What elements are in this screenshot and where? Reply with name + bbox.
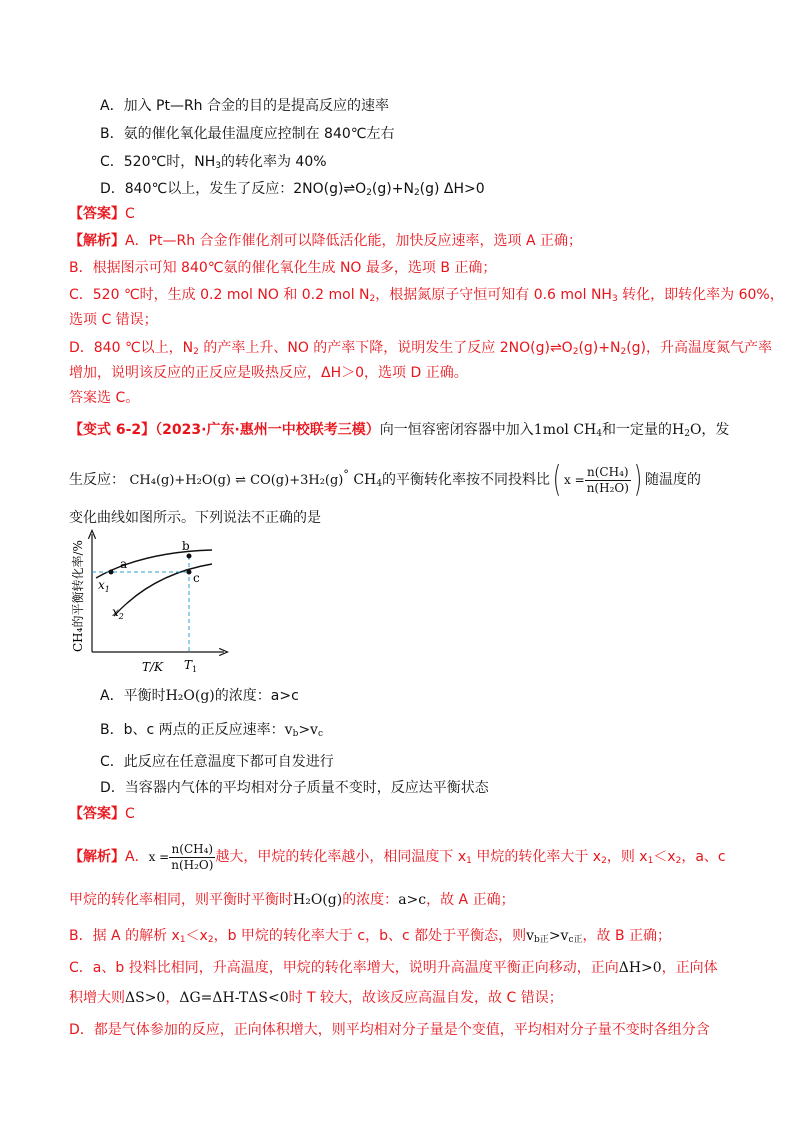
analysis-text: 积增大则 [69, 990, 125, 1006]
analysis-text: C．520 ℃时，生成 0.2 mol NO 和 0.2 mol N [69, 287, 370, 303]
subscript: c正 [568, 935, 583, 945]
x-equals: x = [564, 473, 585, 487]
answer-value: C [125, 206, 135, 222]
formula-h2o: H₂O(g) [293, 892, 343, 908]
subscript: 2 [207, 935, 214, 945]
analysis-1-line-2: B．根据图示可知 840℃氨的催化氧化生成 NO 最多，选项 B 正确； [69, 260, 497, 276]
subscript: 2 [684, 429, 690, 439]
analysis-2-line-3 [69, 926, 671, 946]
option-d-text-mid: (g)+N [371, 181, 414, 197]
question-source: （2023·广东·惠州一中校联考三模） [155, 422, 380, 438]
answer-tag: 【答案】 [69, 206, 125, 222]
subscript: 2 [193, 347, 199, 357]
answer-1 [69, 204, 135, 224]
question-text: 生反应： [69, 472, 125, 488]
question-text: 的平衡转化率按不同投料比 [382, 472, 550, 488]
y-axis-label: CH₄的平衡转化率/% [71, 540, 85, 652]
fraction-numerator: n(CH₄) [585, 465, 631, 481]
formula-text: H [671, 422, 685, 438]
option-b: B．氨的催化氧化最佳温度应控制在 840℃左右 [100, 126, 395, 142]
question-text: ，发 [701, 422, 730, 438]
analysis-text: (g)，升高温度氮气产率 [626, 340, 772, 356]
analysis-text: ，a、c [681, 849, 726, 865]
analysis-tag: 【解析】 [69, 849, 125, 865]
question-text: 向一恒容密闭容器中加入 [379, 422, 534, 438]
option-c [100, 152, 327, 172]
formula-text: O [689, 422, 702, 438]
option-d-text: D．840℃以上，发生了反应：2NO(g)⇌O [100, 181, 367, 197]
analysis-1-line-6: 增加，说明该反应的正反应是吸热反应，ΔH＞0，选项 D 正确。 [69, 365, 468, 381]
analysis-text: B．据 A 的解析 x [69, 928, 180, 944]
x-tick-text: T [184, 658, 193, 672]
analysis-text: C．a、b 投料比相同，升高温度，甲烷的转化率增大，说明升高温度平衡正向移动，正向 [69, 960, 619, 976]
formula-dh: ΔH>0 [618, 960, 662, 976]
analysis-1-line-5 [69, 338, 772, 358]
analysis-text: ， [165, 990, 180, 1006]
subscript: b正 [534, 935, 549, 945]
question-text: 和一定量的 [601, 422, 672, 438]
analysis-1-line-7: 答案选 C。 [69, 390, 140, 406]
point-b [187, 554, 192, 559]
analysis-2-line-2 [69, 890, 515, 910]
formula-h2o: H₂O(g) [165, 688, 215, 704]
answer-tag: 【答案】 [69, 806, 125, 822]
option2-c: C．此反应在任意温度下都可自发进行 [100, 754, 334, 770]
point-b-label: b [182, 539, 190, 553]
option-a: A．加入 Pt—Rh 合金的目的是提高反应的速率 [100, 98, 390, 114]
formula-ds: ΔS>0 [125, 990, 166, 1006]
analysis-1-line-3 [69, 285, 784, 305]
subscript: 1 [466, 856, 472, 866]
subscript: 4 [596, 429, 602, 439]
analysis-1-line-4: 选项 C 错误； [69, 312, 158, 328]
point-c [187, 570, 192, 575]
question-2-line-3: 变化曲线如图所示。下列说法不正确的是 [69, 510, 321, 526]
analysis-text: ＜x [185, 928, 208, 944]
option-c-text-end: 的转化率为 40% [220, 154, 327, 170]
formula-text: >v [298, 722, 318, 738]
analysis-text: 的产率上升、NO 的产率下降，说明发生了反应 2NO(g)⇌O [198, 340, 573, 356]
reaction-equation: CH₄(g)+H₂O(g) ⇌ CO(g)+3H₂(g) [129, 473, 344, 488]
analysis-text: D．840 ℃以上，N [69, 340, 194, 356]
x-tick-t1 [184, 658, 197, 674]
analysis-text: 时 T 较大，故该反应高温自发，故 C 错误； [288, 990, 563, 1006]
question-2-line-2 [69, 460, 701, 498]
option-c-text: C．520℃时，NH [100, 154, 216, 170]
analysis-text: ，正向体 [661, 960, 718, 976]
analysis-2-line-5 [69, 988, 563, 1008]
subscript: 1 [647, 856, 654, 866]
point-a-label: a [120, 557, 128, 571]
series-x1-label [98, 578, 110, 594]
formula-h2o [672, 422, 701, 438]
fraction [169, 842, 215, 873]
option-d [100, 179, 485, 199]
formula-text: v [526, 928, 535, 944]
subscript: c [317, 729, 324, 739]
subscript: 2 [366, 188, 372, 198]
option2-b [100, 720, 323, 740]
subscript: 2 [369, 294, 376, 304]
analysis-text: 转化，即转化率为 60%， [617, 287, 784, 303]
formula-text: >v [548, 928, 569, 944]
option2-d: D．当容器内气体的平均相对分子质量不变时，反应达平衡状态 [100, 780, 489, 796]
analysis-text: 越大，甲烷的转化率越小，相同温度下 x [215, 849, 467, 865]
answer-value: C [125, 806, 135, 822]
fraction-denominator: n(H₂O) [171, 857, 214, 872]
analysis-text: ，故 B 正确； [582, 928, 672, 944]
analysis-2-line-6: D．都是气体参加的反应，正向体积增大，则平均相对分子量是个变值，平均相对分子量不变时各组分含 [69, 1022, 710, 1038]
x-equals: x = [148, 850, 170, 864]
formula-vb [285, 722, 323, 738]
option-text: 的浓度：a>c [214, 688, 299, 704]
formula-ch4 [353, 472, 382, 488]
subscript: 2 [572, 347, 579, 357]
point-c-label: c [193, 571, 200, 585]
question-text: 随温度的 [644, 472, 701, 488]
x-axis-label: T/K [142, 660, 164, 674]
subscript: 3 [215, 161, 221, 171]
right-paren: ) [633, 459, 643, 500]
analysis-1-line-1 [69, 231, 582, 251]
fraction-numerator: n(CH₄) [169, 842, 215, 858]
subscript: 4 [376, 479, 382, 489]
analysis-text: A．Pt—Rh 合金作催化剂可以降低活化能，加快反应速率，选项 A 正确； [125, 233, 583, 249]
degree-mark: ° [343, 468, 349, 481]
analysis-text: (g)+N [578, 340, 621, 356]
option-text: B．b、c 两点的正反应速率： [100, 722, 285, 738]
subscript: 2 [601, 856, 607, 866]
formula-ch4 [534, 422, 602, 438]
analysis-text: ，b 甲烷的转化率大于 c，b、c 都处于平衡态，则 [213, 928, 527, 944]
point-a [109, 570, 114, 575]
analysis-text: ，则 x [606, 849, 648, 865]
option2-a [100, 686, 299, 706]
series-label-sub: 1 [104, 585, 110, 594]
analysis-2-line-1 [69, 838, 726, 876]
formula-text: CH [353, 472, 377, 488]
analysis-tag: 【解析】 [69, 233, 125, 249]
comparison: a>c [398, 892, 427, 908]
option-d-text-end: (g) ΔH>0 [419, 181, 485, 197]
series-label-sub: 2 [118, 612, 124, 621]
answer-2 [69, 804, 135, 824]
x-tick-sub: 1 [192, 665, 198, 674]
formula-v [526, 928, 582, 944]
subscript: b [292, 729, 299, 739]
formula-text: 1mol CH [533, 422, 597, 438]
analysis-text: ，根据氮原子守恒可知有 0.6 mol NH [375, 287, 612, 303]
formula-dg: ΔG=ΔH-TΔS<0 [179, 990, 289, 1006]
series-label: x [98, 578, 105, 592]
fraction [585, 465, 631, 496]
analysis-text: 的浓度： [342, 892, 399, 908]
left-paren: ( [552, 459, 562, 500]
question-2-line-1 [69, 420, 729, 440]
option-text: A．平衡时 [100, 688, 166, 704]
analysis-text: A． [125, 849, 149, 865]
subscript: 2 [413, 188, 420, 198]
analysis-2-line-4 [69, 958, 718, 978]
analysis-text: 甲烷的转化率相同，则平衡时平衡时 [69, 892, 293, 908]
fraction-denominator: n(H₂O) [586, 480, 629, 495]
analysis-text: ，故 A 正确； [426, 892, 515, 908]
subscript: 3 [611, 294, 618, 304]
subscript: 1 [179, 935, 186, 945]
conversion-chart [62, 528, 232, 680]
subscript: 2 [675, 856, 682, 866]
analysis-text: ＜x [653, 849, 676, 865]
formula-text: v [284, 722, 293, 738]
subscript: 2 [620, 347, 627, 357]
analysis-text: 甲烷的转化率大于 x [471, 849, 602, 865]
series-label: x [112, 605, 119, 619]
variant-tag: 【变式 6-2】 [69, 422, 156, 438]
